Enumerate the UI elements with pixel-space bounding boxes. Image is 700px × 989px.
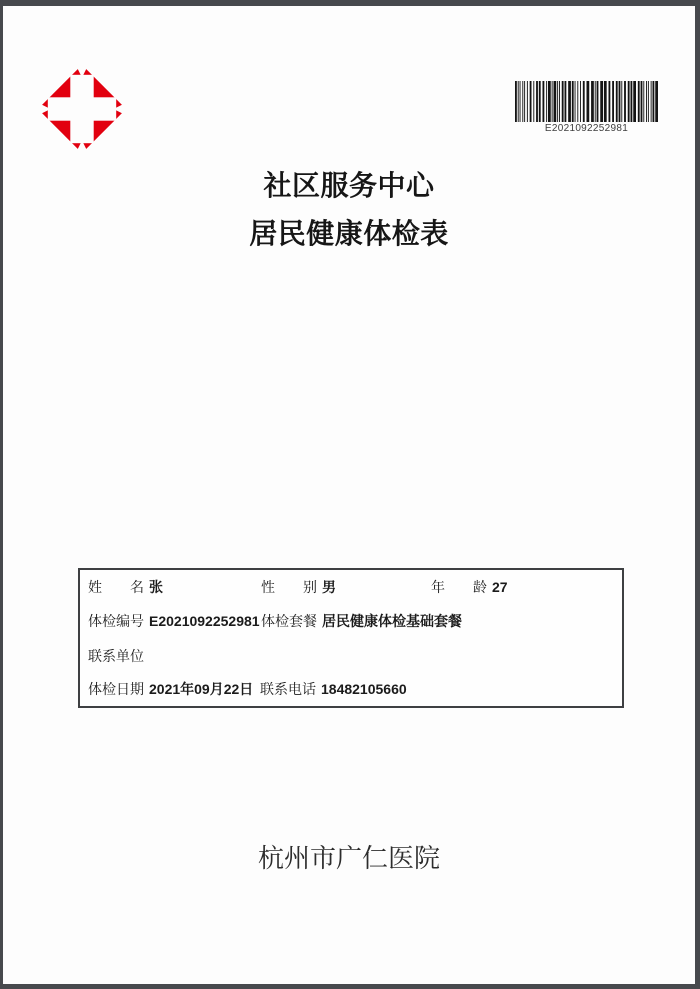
info-row [80, 613, 622, 631]
field-label: 体检日期 [88, 681, 144, 697]
hospital-name: 杭州市广仁医院 [257, 844, 440, 873]
field-label: 联系电话 [260, 681, 316, 697]
barcode-bars-icon [515, 81, 658, 122]
form-title-main: 居民健康体检表 [249, 218, 449, 249]
field-label: 体检编号 [88, 613, 144, 629]
field-value: 男 [322, 579, 336, 595]
info-row [80, 681, 622, 699]
field-value: 张 [149, 579, 163, 595]
field-value: E2021092252981 [149, 613, 260, 629]
info-row [80, 648, 622, 666]
red-cross-hospital-logo-icon [37, 64, 127, 154]
field-label: 体检套餐 [261, 613, 317, 629]
info-cell [88, 613, 260, 629]
info-cell [88, 579, 163, 595]
info-cell [88, 648, 144, 664]
info-cell [261, 579, 336, 595]
field-value: 18482105660 [321, 681, 407, 697]
field-label: 性 别 [261, 579, 317, 595]
field-value: 2021年09月22日 [149, 681, 254, 697]
info-cell [260, 681, 407, 697]
field-value: 27 [492, 579, 508, 595]
field-value: 居民健康体检基础套餐 [322, 613, 462, 629]
barcode-value: E2021092252981 [544, 123, 629, 134]
info-cell [261, 613, 462, 629]
field-label: 年 龄 [431, 579, 487, 595]
info-cell [88, 681, 253, 697]
form-title-org: 社区服务中心 [263, 170, 435, 201]
field-label: 姓 名 [88, 579, 144, 595]
barcode [515, 81, 658, 134]
info-cell [431, 579, 508, 595]
patient-info-box [78, 568, 624, 708]
info-row [80, 579, 622, 597]
field-label: 联系单位 [88, 648, 144, 664]
